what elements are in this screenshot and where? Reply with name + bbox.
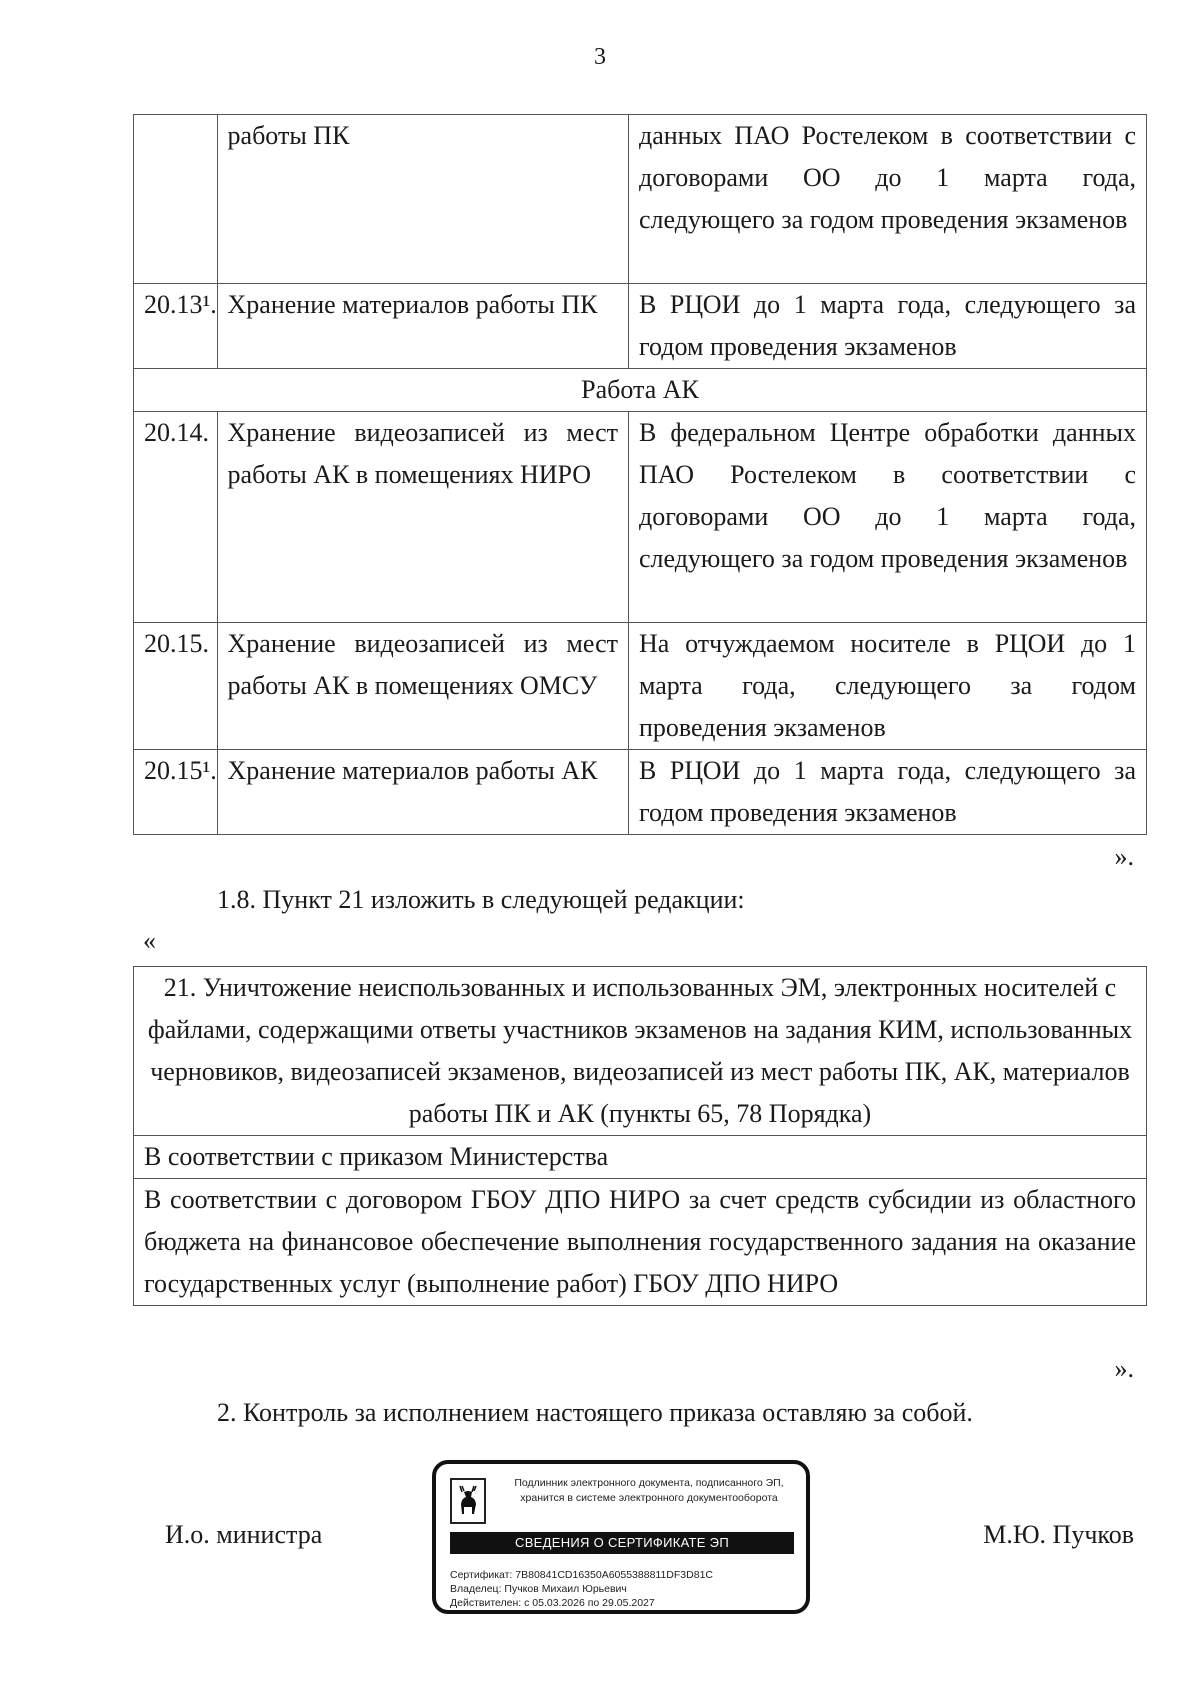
table-row	[134, 412, 1147, 623]
row-where: На отчуждаемом носителе в РЦОИ до 1 марта года, следующего за годом проведения экзаменов	[628, 623, 1146, 750]
certificate-number: Сертификат: 7B80841CD16350A6055388811DF3D81C	[450, 1569, 713, 1581]
table-row	[134, 284, 1147, 369]
signatory-position: И.о. министра	[165, 1520, 323, 1549]
closing-quote: ».	[1114, 842, 1134, 871]
opening-quote: «	[143, 926, 156, 955]
row-item: Хранение видеозаписей из мест работы АК в помещениях ОМСУ	[217, 623, 628, 750]
row-number	[134, 115, 218, 284]
section-title: Работа АК	[134, 369, 1147, 412]
signatory-name: М.Ю. Пучков	[983, 1520, 1134, 1549]
row-number: 20.14.	[134, 412, 218, 623]
paragraph-2: 2. Контроль за исполнением настоящего приказа оставляю за собой.	[217, 1398, 973, 1427]
table-row	[134, 750, 1147, 835]
row-item: работы ПК	[217, 115, 628, 284]
row-where: данных ПАО Ростелеком в соответствии с договорами ОО до 1 марта года, следующего за годом проведения экзаменов	[628, 115, 1146, 284]
certificate-header: СВЕДЕНИЯ О СЕРТИФИКАТЕ ЭП	[450, 1532, 794, 1554]
stamp-note: Подлинник электронного документа, подписанного ЭП, хранится в системе электронного документооборота	[514, 1477, 784, 1504]
row-contract: В соответствии с договором ГБОУ ДПО НИРО за счет средств субсидии из областного бюджета на финансовое обеспечение выполнения государственного задания на оказание государственных услуг (выполнение работ) ГБОУ ДПО НИРО	[134, 1179, 1147, 1306]
table-row	[134, 623, 1147, 750]
e-signature-stamp	[432, 1460, 810, 1614]
table-row	[134, 115, 1147, 284]
paragraph-1-8: 1.8. Пункт 21 изложить в следующей редакции:	[217, 885, 745, 914]
table-row	[134, 967, 1147, 1136]
row-where: В РЦОИ до 1 марта года, следующего за годом проведения экзаменов	[628, 284, 1146, 369]
table-row	[134, 1179, 1147, 1306]
destruction-table	[133, 966, 1147, 1306]
row-ministry: В соответствии с приказом Министерства	[134, 1136, 1147, 1179]
row-number: 20.15¹.	[134, 750, 218, 835]
table-row	[134, 1136, 1147, 1179]
certificate-validity: Действителен: с 05.03.2026 по 29.05.2027	[450, 1597, 655, 1609]
row-where: В РЦОИ до 1 марта года, следующего за годом проведения экзаменов	[628, 750, 1146, 835]
certificate-owner: Владелец: Пучков Михаил Юрьевич	[450, 1583, 627, 1595]
item-21-heading: 21. Уничтожение неиспользованных и использованных ЭМ, электронных носителей с файлами, содержащими ответы участников экзаменов на задания КИМ, использованных черновиков, видеозаписей экзаменов, видеозаписей из мест работы ПК, АК, материалов работы ПК и АК (пункты 65, 78 Порядка)	[134, 967, 1147, 1136]
deer-emblem-icon	[450, 1478, 486, 1524]
table-section-row	[134, 369, 1147, 412]
row-number: 20.13¹.	[134, 284, 218, 369]
certificate-details	[450, 1568, 800, 1610]
row-where: В федеральном Центре обработки данных ПАО Ростелеком в соответствии с договорами ОО до 1 марта года, следующего за годом проведения экзаменов	[628, 412, 1146, 623]
page-number: 3	[594, 44, 606, 70]
row-number: 20.15.	[134, 623, 218, 750]
row-item: Хранение материалов работы АК	[217, 750, 628, 835]
row-item: Хранение видеозаписей из мест работы АК в помещениях НИРО	[217, 412, 628, 623]
closing-quote: ».	[1114, 1354, 1134, 1383]
row-item: Хранение материалов работы ПК	[217, 284, 628, 369]
storage-table	[133, 114, 1147, 835]
